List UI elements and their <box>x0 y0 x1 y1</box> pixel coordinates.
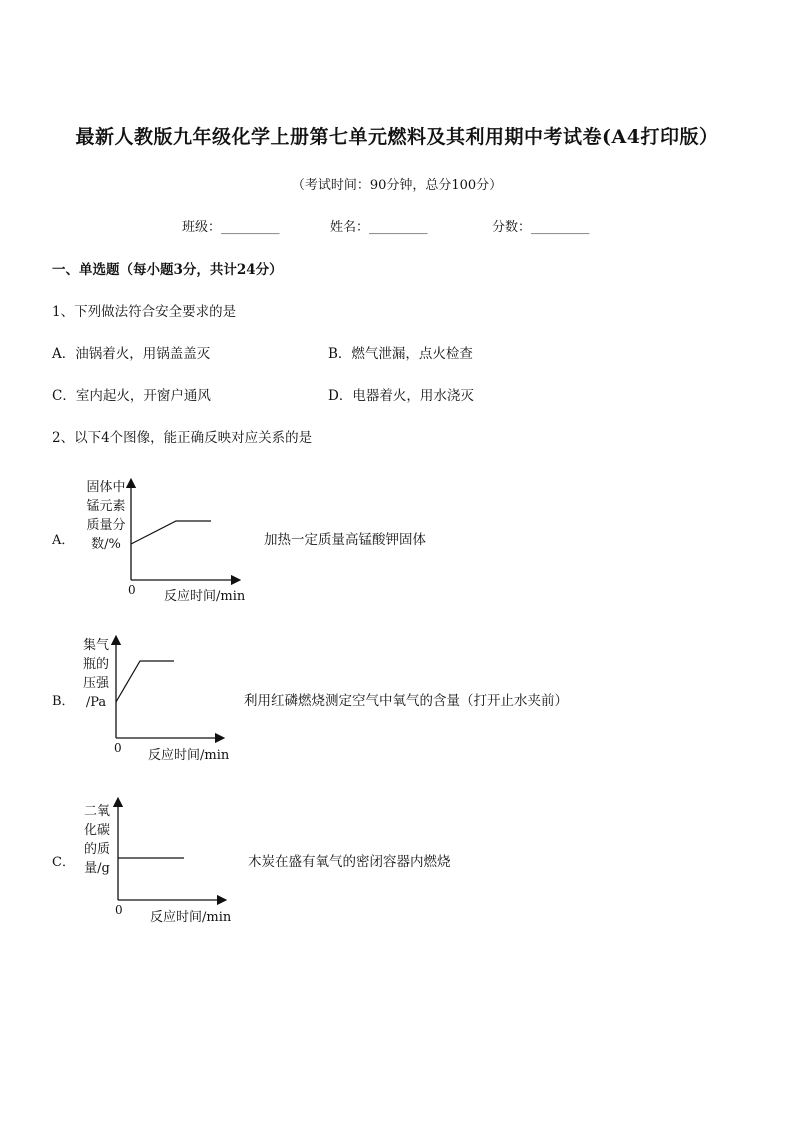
exam-subtitle: （考试时间：90分钟，总分100分） <box>291 178 503 193</box>
q1-option-d: D．电器着火，用水浇灭 <box>328 388 474 404</box>
graph-c-ylabel-line: 量/g <box>84 861 110 876</box>
graph-c-ylabel-line: 二氧 <box>83 804 110 819</box>
graph-a-xlabel: 反应时间/min <box>164 589 246 604</box>
graph-a-origin: 0 <box>128 583 136 597</box>
graph-c-ylabel-line: 化碳 <box>83 823 110 838</box>
question-1-stem: 1、下列做法符合安全要求的是 <box>52 304 237 320</box>
graph-a-letter: A． <box>52 533 75 548</box>
q1-option-c: C．室内起火，开窗户通风 <box>52 388 211 404</box>
graph-a-ylabel-line: 锰元素 <box>86 499 126 514</box>
graph-c-ylabel <box>78 802 116 878</box>
graph-c-ylabel-line: 的质 <box>83 842 110 857</box>
graph-a-curve <box>131 521 211 544</box>
section-heading: 一、单选题（每小题3分，共计24分） <box>52 262 283 278</box>
graph-a-ylabel-line: 质量分 <box>86 518 126 533</box>
graph-b-axes <box>110 634 230 744</box>
class-field-label: 班级：_________ <box>182 220 280 235</box>
graph-b-ylabel-line: 瓶的 <box>82 657 109 672</box>
graph-b-origin: 0 <box>114 741 122 755</box>
q1-option-b: B．燃气泄漏，点火检查 <box>328 346 473 362</box>
graph-b-ylabel-line: /Pa <box>85 695 107 710</box>
graph-c-axes <box>112 796 232 906</box>
graph-b-description: 利用红磷燃烧测定空气中氧气的含量（打开止水夹前） <box>244 693 568 709</box>
graph-b-ylabel-line: 集气 <box>82 638 109 653</box>
graph-c-letter: C． <box>52 855 75 870</box>
graph-b-xlabel: 反应时间/min <box>148 748 230 763</box>
question-2-stem: 2、以下4个图像，能正确反映对应关系的是 <box>52 430 313 446</box>
graph-b-letter: B． <box>52 694 75 709</box>
q1-option-a: A．油锅着火，用锅盖盖灭 <box>52 346 211 362</box>
page-title: 最新人教版九年级化学上册第七单元燃料及其利用期中考试卷(A4打印版） <box>75 126 719 148</box>
name-field-label: 姓名：_________ <box>330 220 428 235</box>
graph-a-axes <box>124 478 244 588</box>
graph-b-ylabel-line: 压强 <box>82 676 109 691</box>
graph-a-description: 加热一定质量高锰酸钾固体 <box>264 532 426 548</box>
graph-a-ylabel-line: 固体中 <box>86 480 126 495</box>
graph-c-description: 木炭在盛有氧气的密闭容器内燃烧 <box>248 854 451 870</box>
graph-c-origin: 0 <box>115 903 123 917</box>
graph-b-curve <box>116 661 174 702</box>
score-field-label: 分数：_________ <box>492 220 590 235</box>
graph-c-xlabel: 反应时间/min <box>150 910 232 925</box>
graph-a-ylabel-line: 数/% <box>91 537 121 552</box>
